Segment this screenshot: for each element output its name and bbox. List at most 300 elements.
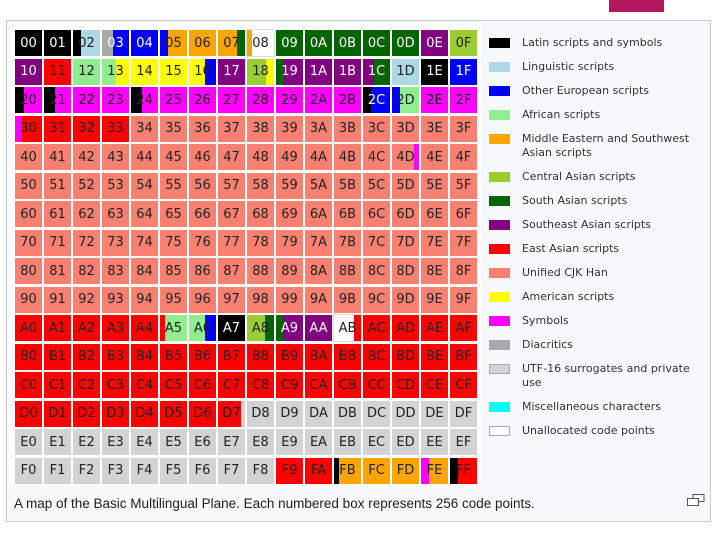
legend-label: South Asian scripts bbox=[522, 194, 628, 207]
block-label: 9E bbox=[426, 292, 443, 307]
block-label: 2A bbox=[309, 92, 328, 108]
block-label: 4D bbox=[396, 149, 415, 165]
block-5B bbox=[334, 173, 361, 199]
block-50 bbox=[15, 173, 42, 199]
block-3D bbox=[392, 116, 419, 142]
block-8F bbox=[450, 258, 477, 284]
block-F5 bbox=[160, 458, 187, 484]
block-label: 4B bbox=[338, 149, 357, 165]
block-C2 bbox=[73, 372, 100, 398]
block-label: 03 bbox=[107, 35, 124, 51]
block-label: 52 bbox=[78, 178, 95, 193]
block-3B bbox=[334, 116, 361, 142]
block-label: 02 bbox=[78, 35, 95, 51]
block-DB bbox=[334, 401, 361, 427]
block-EB bbox=[334, 429, 361, 455]
legend-label: Middle Eastern and Southwest Asian scripts bbox=[522, 132, 690, 159]
block-A6 bbox=[189, 315, 216, 341]
block-04 bbox=[131, 30, 158, 56]
block-A3 bbox=[102, 315, 129, 341]
block-label: DB bbox=[338, 406, 357, 421]
block-label: 4F bbox=[455, 149, 472, 165]
block-label: 92 bbox=[78, 292, 95, 307]
block-ED bbox=[392, 429, 419, 455]
block-label: 00 bbox=[20, 35, 37, 51]
block-F7 bbox=[218, 458, 245, 484]
legend-label: East Asian scripts bbox=[522, 242, 620, 255]
block-53 bbox=[102, 173, 129, 199]
block-label: 34 bbox=[136, 121, 153, 136]
block-85 bbox=[160, 258, 187, 284]
block-label: 4C bbox=[367, 149, 386, 165]
block-54 bbox=[131, 173, 158, 199]
block-D8 bbox=[247, 401, 274, 427]
block-label: FD bbox=[396, 463, 415, 478]
block-label: 1F bbox=[455, 64, 472, 79]
block-45 bbox=[160, 144, 187, 170]
block-label: DD bbox=[395, 406, 416, 421]
block-label: 5C bbox=[367, 178, 386, 193]
block-F6 bbox=[189, 458, 216, 484]
block-0F bbox=[450, 30, 477, 56]
block-70 bbox=[15, 230, 42, 256]
block-label: 17 bbox=[223, 64, 240, 79]
block-84 bbox=[131, 258, 158, 284]
legend-swatch bbox=[489, 172, 510, 182]
legend bbox=[489, 36, 709, 438]
block-00 bbox=[15, 30, 42, 56]
block-22 bbox=[73, 87, 100, 113]
block-64 bbox=[131, 201, 158, 227]
block-8D bbox=[392, 258, 419, 284]
block-label: F4 bbox=[136, 463, 153, 478]
block-87 bbox=[218, 258, 245, 284]
block-label: 31 bbox=[49, 121, 66, 136]
block-label: E6 bbox=[194, 434, 211, 450]
block-CB bbox=[334, 372, 361, 398]
block-label: EF bbox=[455, 434, 472, 450]
legend-item-cjk bbox=[489, 266, 709, 280]
block-01 bbox=[44, 30, 71, 56]
block-FF bbox=[450, 458, 477, 484]
block-label: 6D bbox=[396, 206, 415, 222]
block-label: 8F bbox=[455, 263, 472, 279]
block-label: B6 bbox=[193, 349, 212, 364]
block-label: B0 bbox=[19, 349, 38, 364]
block-label: F7 bbox=[223, 463, 240, 478]
legend-label: Unallocated code points bbox=[522, 424, 655, 437]
block-FD bbox=[392, 458, 419, 484]
block-1B bbox=[334, 59, 361, 85]
block-label: A9 bbox=[280, 320, 299, 336]
block-C6 bbox=[189, 372, 216, 398]
block-79 bbox=[276, 230, 303, 256]
legend-swatch bbox=[489, 62, 510, 72]
block-label: C9 bbox=[280, 377, 299, 393]
block-label: 79 bbox=[281, 235, 298, 250]
block-label: A8 bbox=[251, 320, 270, 336]
block-D2 bbox=[73, 401, 100, 427]
block-label: C3 bbox=[106, 377, 125, 393]
block-label: EE bbox=[426, 434, 443, 450]
block-label: BF bbox=[455, 349, 472, 364]
block-label: C2 bbox=[77, 377, 96, 393]
block-43 bbox=[102, 144, 129, 170]
block-F1 bbox=[44, 458, 71, 484]
block-label: 35 bbox=[165, 121, 182, 136]
block-7F bbox=[450, 230, 477, 256]
block-8B bbox=[334, 258, 361, 284]
block-3C bbox=[363, 116, 390, 142]
block-label: 45 bbox=[165, 149, 182, 165]
block-label: 7F bbox=[455, 235, 472, 250]
legend-swatch bbox=[489, 426, 510, 436]
block-label: C0 bbox=[19, 377, 38, 393]
block-label: 47 bbox=[223, 149, 240, 165]
block-40 bbox=[15, 144, 42, 170]
block-68 bbox=[247, 201, 274, 227]
block-9B bbox=[334, 287, 361, 313]
block-FB bbox=[334, 458, 361, 484]
block-12 bbox=[73, 59, 100, 85]
block-label: 1D bbox=[396, 64, 415, 79]
block-label: 6C bbox=[367, 206, 386, 222]
block-label: 0A bbox=[309, 35, 328, 51]
block-label: 24 bbox=[136, 92, 153, 108]
block-label: E2 bbox=[78, 434, 95, 450]
block-E1 bbox=[44, 429, 71, 455]
block-label: E0 bbox=[20, 434, 37, 450]
block-99 bbox=[276, 287, 303, 313]
block-label: F2 bbox=[78, 463, 95, 478]
block-label: 86 bbox=[194, 263, 211, 279]
block-label: 05 bbox=[165, 35, 182, 51]
block-18 bbox=[247, 59, 274, 85]
block-BB bbox=[334, 344, 361, 370]
block-label: 6F bbox=[455, 206, 472, 222]
block-4B bbox=[334, 144, 361, 170]
block-4E bbox=[421, 144, 448, 170]
block-C0 bbox=[15, 372, 42, 398]
block-FA bbox=[305, 458, 332, 484]
block-label: CC bbox=[367, 377, 386, 393]
block-44 bbox=[131, 144, 158, 170]
block-label: 70 bbox=[20, 235, 37, 250]
block-label: F6 bbox=[194, 463, 211, 478]
block-C1 bbox=[44, 372, 71, 398]
block-label: 40 bbox=[20, 149, 37, 165]
block-label: B1 bbox=[48, 349, 67, 364]
bmp-block-grid bbox=[15, 30, 479, 484]
block-label: E1 bbox=[49, 434, 66, 450]
block-label: DF bbox=[454, 406, 473, 421]
block-AE bbox=[421, 315, 448, 341]
legend-item-diacritics bbox=[489, 338, 709, 352]
block-label: C8 bbox=[251, 377, 270, 393]
block-CC bbox=[363, 372, 390, 398]
block-label: C1 bbox=[48, 377, 67, 393]
block-15 bbox=[160, 59, 187, 85]
block-label: 65 bbox=[165, 206, 182, 222]
block-label: E7 bbox=[223, 434, 240, 450]
block-80 bbox=[15, 258, 42, 284]
block-label: 2F bbox=[455, 92, 472, 108]
block-label: A4 bbox=[135, 320, 154, 336]
block-label: E9 bbox=[281, 434, 298, 450]
legend-label: Other European scripts bbox=[522, 84, 650, 97]
block-label: 57 bbox=[223, 178, 240, 193]
block-72 bbox=[73, 230, 100, 256]
block-55 bbox=[160, 173, 187, 199]
block-CD bbox=[392, 372, 419, 398]
block-AD bbox=[392, 315, 419, 341]
block-label: DC bbox=[366, 406, 387, 421]
block-label: 6B bbox=[338, 206, 357, 222]
block-C7 bbox=[218, 372, 245, 398]
block-65 bbox=[160, 201, 187, 227]
block-39 bbox=[276, 116, 303, 142]
block-label: 11 bbox=[49, 64, 66, 79]
block-label: 93 bbox=[107, 292, 124, 307]
block-69 bbox=[276, 201, 303, 227]
block-label: 8A bbox=[309, 263, 328, 279]
block-A9 bbox=[276, 315, 303, 341]
block-47 bbox=[218, 144, 245, 170]
block-label: 69 bbox=[281, 206, 298, 222]
block-label: 75 bbox=[165, 235, 182, 250]
block-93 bbox=[102, 287, 129, 313]
legend-swatch bbox=[489, 316, 510, 326]
block-label: 0C bbox=[367, 35, 386, 51]
block-3A bbox=[305, 116, 332, 142]
block-stripe bbox=[241, 401, 245, 427]
block-CA bbox=[305, 372, 332, 398]
block-3F bbox=[450, 116, 477, 142]
block-label: D0 bbox=[19, 406, 38, 421]
block-label: C4 bbox=[135, 377, 154, 393]
block-label: EC bbox=[367, 434, 386, 450]
block-E6 bbox=[189, 429, 216, 455]
block-76 bbox=[189, 230, 216, 256]
block-E2 bbox=[73, 429, 100, 455]
block-58 bbox=[247, 173, 274, 199]
block-31 bbox=[44, 116, 71, 142]
block-label: 83 bbox=[107, 263, 124, 279]
block-6E bbox=[421, 201, 448, 227]
block-label: 3C bbox=[367, 121, 386, 136]
block-96 bbox=[189, 287, 216, 313]
legend-swatch bbox=[489, 110, 510, 120]
block-14 bbox=[131, 59, 158, 85]
block-1D bbox=[392, 59, 419, 85]
block-label: 9B bbox=[338, 292, 357, 307]
legend-item-symbols bbox=[489, 314, 709, 328]
legend-label: Central Asian scripts bbox=[522, 170, 636, 183]
block-label: CF bbox=[455, 377, 472, 393]
block-11 bbox=[44, 59, 71, 85]
block-A0 bbox=[15, 315, 42, 341]
block-label: 84 bbox=[136, 263, 153, 279]
legend-item-eastasian bbox=[489, 242, 709, 256]
block-03 bbox=[102, 30, 129, 56]
block-label: 88 bbox=[252, 263, 269, 279]
block-7C bbox=[363, 230, 390, 256]
block-label: CB bbox=[338, 377, 357, 393]
block-D6 bbox=[189, 401, 216, 427]
block-label: 3A bbox=[309, 121, 328, 136]
block-label: 58 bbox=[252, 178, 269, 193]
block-label: 22 bbox=[78, 92, 95, 108]
block-05 bbox=[160, 30, 187, 56]
legend-label: African scripts bbox=[522, 108, 601, 121]
block-label: 71 bbox=[49, 235, 66, 250]
bmp-map-figure[interactable] bbox=[9, 23, 481, 485]
legend-item-american bbox=[489, 290, 709, 304]
block-label: 97 bbox=[223, 292, 240, 307]
block-B3 bbox=[102, 344, 129, 370]
block-74 bbox=[131, 230, 158, 256]
block-label: 26 bbox=[194, 92, 211, 108]
block-E9 bbox=[276, 429, 303, 455]
block-0B bbox=[334, 30, 361, 56]
block-83 bbox=[102, 258, 129, 284]
legend-swatch bbox=[489, 244, 510, 254]
block-label: DA bbox=[309, 406, 328, 421]
block-label: 7E bbox=[426, 235, 443, 250]
block-label: D1 bbox=[48, 406, 67, 421]
block-label: 74 bbox=[136, 235, 153, 250]
block-8E bbox=[421, 258, 448, 284]
block-DD bbox=[392, 401, 419, 427]
legend-item-linguistic bbox=[489, 60, 709, 74]
block-label: F0 bbox=[20, 463, 37, 478]
block-label: 56 bbox=[194, 178, 211, 193]
block-label: 54 bbox=[136, 178, 153, 193]
block-27 bbox=[218, 87, 245, 113]
block-label: 51 bbox=[49, 178, 66, 193]
block-label: 43 bbox=[107, 149, 124, 165]
block-BF bbox=[450, 344, 477, 370]
block-label: 46 bbox=[194, 149, 211, 165]
block-label: B7 bbox=[222, 349, 241, 364]
block-label: 28 bbox=[252, 92, 269, 108]
block-label: CE bbox=[425, 377, 444, 393]
block-D4 bbox=[131, 401, 158, 427]
block-label: DE bbox=[425, 406, 444, 421]
block-6C bbox=[363, 201, 390, 227]
block-91 bbox=[44, 287, 71, 313]
block-A4 bbox=[131, 315, 158, 341]
block-label: 10 bbox=[20, 64, 37, 79]
block-1C bbox=[363, 59, 390, 85]
block-94 bbox=[131, 287, 158, 313]
legend-item-central bbox=[489, 170, 709, 184]
block-F4 bbox=[131, 458, 158, 484]
block-label: FB bbox=[339, 463, 356, 478]
block-label: E4 bbox=[136, 434, 153, 450]
block-label: 5E bbox=[426, 178, 443, 193]
legend-swatch bbox=[489, 268, 510, 278]
block-9C bbox=[363, 287, 390, 313]
block-label: 0F bbox=[455, 35, 472, 51]
block-2B bbox=[334, 87, 361, 113]
block-label: 77 bbox=[223, 235, 240, 250]
block-F3 bbox=[102, 458, 129, 484]
block-label: D6 bbox=[193, 406, 212, 421]
block-B9 bbox=[276, 344, 303, 370]
block-7A bbox=[305, 230, 332, 256]
block-label: 20 bbox=[20, 92, 37, 108]
block-16 bbox=[189, 59, 216, 85]
block-label: 07 bbox=[223, 35, 240, 51]
block-57 bbox=[218, 173, 245, 199]
block-B5 bbox=[160, 344, 187, 370]
block-label: E5 bbox=[165, 434, 182, 450]
block-DA bbox=[305, 401, 332, 427]
block-label: F9 bbox=[281, 463, 298, 478]
block-label: A3 bbox=[106, 320, 125, 336]
block-label: 16 bbox=[194, 64, 211, 79]
block-86 bbox=[189, 258, 216, 284]
block-C9 bbox=[276, 372, 303, 398]
block-label: BA bbox=[309, 349, 328, 364]
block-label: 42 bbox=[78, 149, 95, 165]
block-FE bbox=[421, 458, 448, 484]
block-63 bbox=[102, 201, 129, 227]
block-E4 bbox=[131, 429, 158, 455]
legend-label: American scripts bbox=[522, 290, 615, 303]
block-label: 76 bbox=[194, 235, 211, 250]
block-EE bbox=[421, 429, 448, 455]
block-9E bbox=[421, 287, 448, 313]
block-label: C7 bbox=[222, 377, 241, 393]
block-label: 49 bbox=[281, 149, 298, 165]
legend-label: Miscellaneous characters bbox=[522, 400, 662, 413]
block-label: 23 bbox=[107, 92, 124, 108]
block-label: 67 bbox=[223, 206, 240, 222]
block-33 bbox=[102, 116, 129, 142]
block-2E bbox=[421, 87, 448, 113]
block-48 bbox=[247, 144, 274, 170]
block-label: 3F bbox=[455, 121, 472, 136]
block-2D bbox=[392, 87, 419, 113]
block-1F bbox=[450, 59, 477, 85]
block-B0 bbox=[15, 344, 42, 370]
block-D7 bbox=[218, 401, 245, 427]
legend-swatch bbox=[489, 134, 510, 144]
block-42 bbox=[73, 144, 100, 170]
block-49 bbox=[276, 144, 303, 170]
block-88 bbox=[247, 258, 274, 284]
block-label: 89 bbox=[281, 263, 298, 279]
block-25 bbox=[160, 87, 187, 113]
block-D1 bbox=[44, 401, 71, 427]
legend-item-surrogates bbox=[489, 362, 709, 390]
enlarge-icon[interactable] bbox=[687, 494, 705, 506]
block-label: 36 bbox=[194, 121, 211, 136]
block-label: 2C bbox=[367, 92, 386, 108]
block-label: 59 bbox=[281, 178, 298, 193]
block-label: 8B bbox=[338, 263, 357, 279]
block-E0 bbox=[15, 429, 42, 455]
block-73 bbox=[102, 230, 129, 256]
block-label: E8 bbox=[252, 434, 269, 450]
block-7B bbox=[334, 230, 361, 256]
block-label: F5 bbox=[165, 463, 182, 478]
block-label: AB bbox=[338, 320, 357, 336]
block-C4 bbox=[131, 372, 158, 398]
block-A1 bbox=[44, 315, 71, 341]
